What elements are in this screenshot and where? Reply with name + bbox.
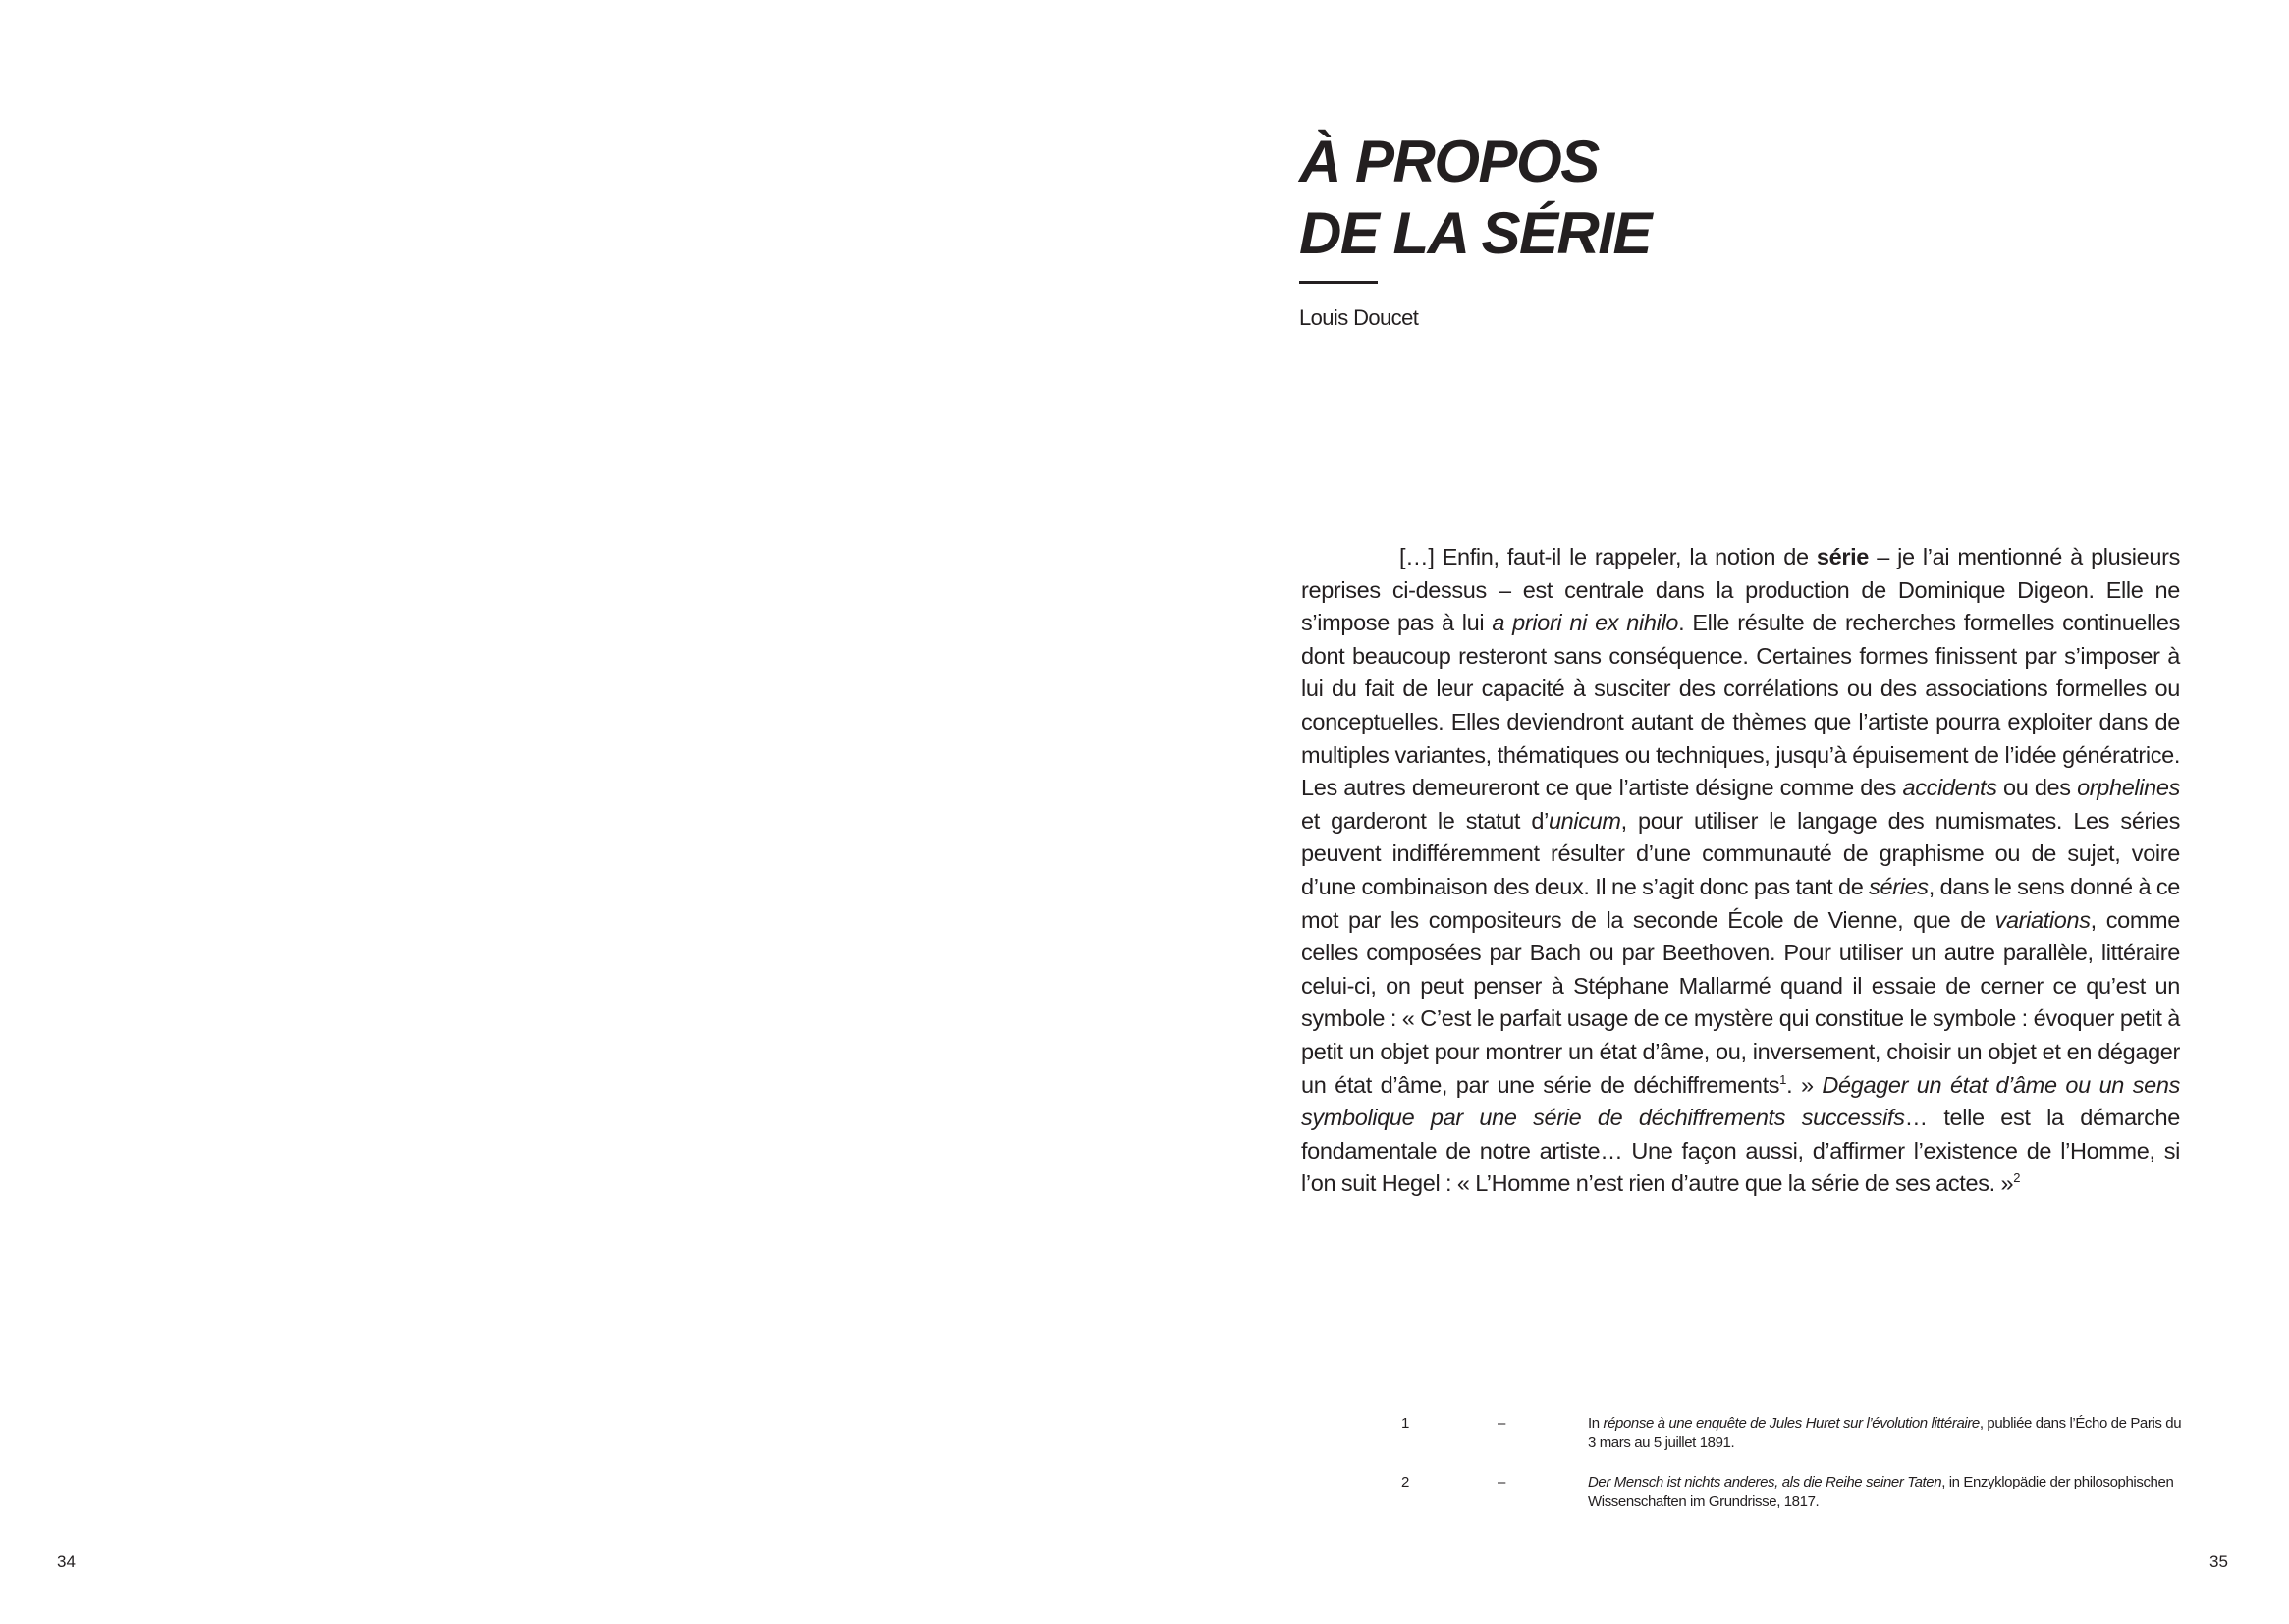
footnote-number: 1	[1401, 1415, 1409, 1432]
italic-text: accidents	[1902, 775, 1997, 801]
text-run: ou des	[1996, 775, 2078, 801]
text-run: , pour utiliser le langage des numismates. Les séries peuvent indifféremment résulter d’une communauté de graphisme ou de sujet, voire d’une combinaison des deux. Il ne s’agit donc pas tant de	[1301, 807, 2180, 899]
page-title	[1299, 126, 1651, 269]
italic-text: Der Mensch ist nichts anderes, als die Reihe seiner Taten	[1588, 1474, 1942, 1490]
text-run: , in Enzyklopädie der philosophischen Wissenschaften im Grundrisse, 1817.	[1588, 1474, 2174, 1510]
footnotes	[1401, 1414, 2187, 1532]
title-line-1: À PROPOS	[1299, 129, 1599, 194]
text-run: , publiée dans l’Écho de Paris du 3 mars au 5 juillet 1891.	[1588, 1415, 2182, 1451]
bold-text: série	[1816, 544, 1870, 569]
title-divider	[1299, 281, 1378, 284]
italic-text: variations	[1994, 906, 2091, 933]
footnote-item	[1401, 1414, 2187, 1473]
footnote-item	[1401, 1473, 2187, 1532]
left-page	[0, 0, 1144, 1624]
footnote-number: 2	[1401, 1474, 1409, 1490]
page-number-right: 35	[2209, 1552, 2228, 1571]
text-run: et garderont le statut d’	[1301, 807, 1549, 834]
footnote-text	[1588, 1473, 2187, 1512]
text-run: , comme celles composées par Bach ou par Beethoven. Pour utiliser un autre parallèle, littéraire celui-ci, on peut penser à Stéphane Mallarmé quand il essaie de cerner ce qu’est un symbole : « C’est le parfait usage de ce mystère qui constitue le symbole : évoquer petit à petit un objet pour montrer un état d’âme, ou, inversement, choisir un objet et en dégager un état d’âme, par une série de déchiffrements	[1301, 906, 2180, 1098]
text-run: […] Enfin, faut-il le rappeler, la notion de	[1399, 544, 1817, 569]
text-run: – je l’ai mentionné à plusieurs reprises ci-dessus – est centrale dans la production de Dominique Digeon. Elle ne s’impose pas à lui	[1301, 544, 2180, 636]
right-page	[1144, 0, 2289, 1624]
body-paragraph	[1301, 541, 2180, 1201]
italic-text: a priori ni ex nihilo	[1492, 610, 1679, 636]
page-number-left: 34	[57, 1552, 76, 1571]
text-run: . Elle résulte de recherches formelles continuelles dont beaucoup resteront sans conséquence. Certaines formes finissent par s’imposer à lui du fait de leur capacité à susciter des corrélations ou des associations formelles ou conceptuelles. Elles deviendront autant de thèmes que l’artiste pourra exploiter dans de multiples variantes, thématiques ou techniques, jusqu’à épuisement de l’idée génératrice. Les autres demeureront ce que l’artiste désigne comme des	[1301, 610, 2180, 801]
footnote-text	[1588, 1414, 2187, 1453]
title-line-2: DE LA SÉRIE	[1299, 200, 1652, 266]
italic-text: Dégager un état d’âme ou un sens symbolique par une série de déchiffrements successifs	[1301, 1071, 2180, 1131]
italic-text: réponse à une enquête de Jules Huret sur l’évolution littéraire	[1603, 1415, 1980, 1432]
text-run: … telle est la démarche fondamentale de notre artiste… Une façon aussi, d’affirmer l’existence de l’Homme, si l’on suit Hegel : « L’Homme n’est rien d’autre que la série de ses actes. »	[1301, 1105, 2180, 1197]
italic-text: séries	[1869, 873, 1929, 899]
author-name: Louis Doucet	[1299, 305, 1419, 330]
text-run: In	[1588, 1415, 1604, 1432]
footnote-reference: 2	[2013, 1170, 2021, 1186]
footnote-dash: –	[1498, 1415, 1505, 1432]
italic-text: unicum	[1548, 807, 1621, 834]
footnote-reference: 1	[1779, 1071, 1787, 1087]
footnote-dash: –	[1498, 1474, 1505, 1490]
text-run: . »	[1786, 1071, 1823, 1098]
italic-text: orphelines	[2077, 775, 2180, 801]
text-run: , dans le sens donné à ce mot par les compositeurs de la seconde École de Vienne, que de	[1301, 873, 2180, 933]
